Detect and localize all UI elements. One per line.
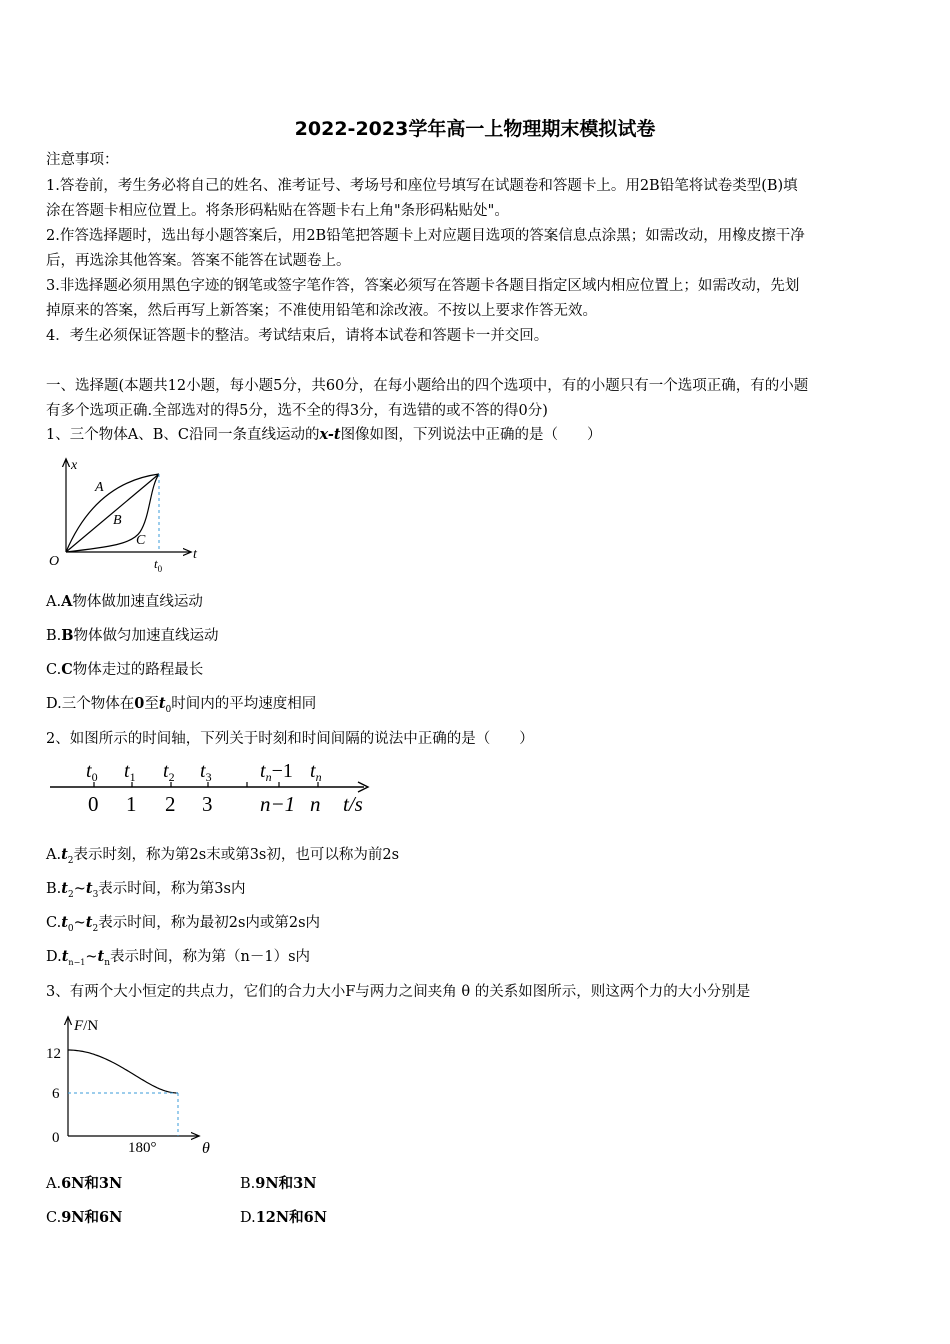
q2-top-tn: $t_n$ bbox=[310, 760, 322, 784]
q1-label-c: C bbox=[136, 533, 146, 548]
q2-option-a[interactable]: $A.t_2$表示时刻，称为第2s末或第3s初，也可以称为前2s bbox=[46, 846, 400, 866]
notes-line: 掉原来的答案，然后再写上新答案；不准使用铅笔和涂改液。不按以上要求作答无效。 bbox=[46, 303, 597, 319]
q3-option-a[interactable]: A.6N和3N bbox=[46, 1175, 123, 1192]
q2-top-t2: $t_2$ bbox=[163, 760, 175, 784]
q1-option-b[interactable]: B.B物体做匀加速直线运动 bbox=[46, 627, 219, 644]
q2-option-b[interactable]: $B.t_2\sim t_3$表示时间，称为第3s内 bbox=[46, 880, 246, 900]
q3-x-label: θ bbox=[202, 1140, 210, 1157]
q3-y-tick-12: 12 bbox=[46, 1046, 61, 1062]
q1-x-label: x bbox=[71, 458, 78, 473]
q3-x-tick-180: 180° bbox=[128, 1140, 157, 1156]
q2-option-c[interactable]: $C.t_0\sim t_2$表示时间，称为最初2s内或第2s内 bbox=[46, 914, 321, 934]
question-3-stem: 3、有两个大小恒定的共点力，它们的合力大小F与两力之间夹角 θ 的关系如图所示，则这两个力的大小分别是 bbox=[46, 984, 751, 1000]
section-heading: 有多个选项正确.全部选对的得5分，选不全的得3分，有选错的或不答的得0分) bbox=[46, 403, 548, 419]
q2-top-t0: $t_0$ bbox=[86, 760, 98, 784]
question-1-stem: 1、三个物体A、B、C沿同一条直线运动的x-t图像如图，下列说法中正确的是（ ） bbox=[46, 426, 602, 443]
notes-line: 后，再选涂其他答案。答案不能答在试题卷上。 bbox=[46, 253, 351, 269]
notes-heading: 注意事项： bbox=[46, 152, 119, 168]
notes-line: 1.答卷前，考生务必将自己的姓名、准考证号、考场号和座位号填写在试题卷和答题卡上。用2B铅笔将试卷类型(B)填 bbox=[46, 178, 798, 194]
notes-line: 4．考生必须保证答题卡的整洁。考试结束后，请将本试卷和答题卡一并交回。 bbox=[46, 328, 549, 344]
section-heading: 一、选择题(本题共12小题，每小题5分，共60分，在每小题给出的四个选项中，有的小题只有一个选项正确，有的小题 bbox=[46, 378, 809, 394]
q3-option-d[interactable]: D.12N和6N bbox=[240, 1209, 327, 1226]
page-title: 2022-2023学年高一上物理期末模拟试卷 bbox=[294, 118, 656, 140]
q1-xt-graph bbox=[40, 452, 220, 580]
q1-origin-label: O bbox=[49, 554, 60, 569]
notes-line: 涂在答题卡相应位置上。将条形码粘贴在答题卡右上角"条形码粘贴处"。 bbox=[46, 203, 509, 219]
question-2-stem: 2、如图所示的时间轴，下列关于时刻和时间间隔的说法中正确的是（ ） bbox=[46, 731, 534, 747]
q2-bottom-n: n bbox=[310, 792, 321, 816]
notes-line: 3.非选择题必须用黑色字迹的钢笔或签字笔作答，答案必须写在答题卡各题目指定区域内相应位置上；如需改动，先划 bbox=[46, 278, 800, 294]
q1-label-a: A bbox=[95, 480, 104, 495]
q3-option-c[interactable]: C.9N和6N bbox=[46, 1209, 123, 1226]
q3-force-angle-graph bbox=[40, 1010, 230, 1160]
q2-bottom-n-1: n−1 bbox=[260, 792, 296, 816]
q1-label-b: B bbox=[113, 513, 122, 528]
q1-t-label: t bbox=[193, 547, 197, 562]
q1-option-c[interactable]: C.C物体走过的路程最长 bbox=[46, 661, 204, 678]
q2-option-d[interactable]: $D.t_{n-1}\sim t_n$表示时间，称为第（n－1）s内 bbox=[46, 948, 311, 968]
q3-y-label: F/N bbox=[74, 1018, 99, 1034]
q3-y-tick-0: 0 bbox=[52, 1130, 60, 1146]
q1-option-a[interactable]: A.A物体做加速直线运动 bbox=[46, 593, 203, 610]
notes-line: 2.作答选择题时，选出每小题答案后，用2B铅笔把答题卡上对应题目选项的答案信息点涂黑；如需改动，用橡皮擦干净 bbox=[46, 228, 805, 244]
q2-bottom-3: 3 bbox=[202, 792, 213, 816]
q2-bottom-1: 1 bbox=[126, 792, 137, 816]
q2-unit: t/s bbox=[343, 792, 363, 816]
q3-y-tick-6: 6 bbox=[52, 1086, 60, 1102]
q3-curve bbox=[68, 1050, 178, 1093]
q2-top-t1: $t_1$ bbox=[124, 760, 136, 784]
q2-bottom-2: 2 bbox=[165, 792, 176, 816]
q2-time-axis bbox=[46, 755, 376, 819]
q2-top-t3: $t_3$ bbox=[200, 760, 212, 784]
q1-t0-label: $t_0$ bbox=[154, 556, 163, 574]
q2-top-tn-1: $t_n-1$ bbox=[260, 760, 293, 784]
q2-bottom-0: 0 bbox=[88, 792, 99, 816]
q3-option-b[interactable]: B.9N和3N bbox=[240, 1175, 317, 1192]
q1-option-d[interactable]: D.三个物体在0至$t_0$时间内的平均速度相同 bbox=[46, 695, 317, 715]
